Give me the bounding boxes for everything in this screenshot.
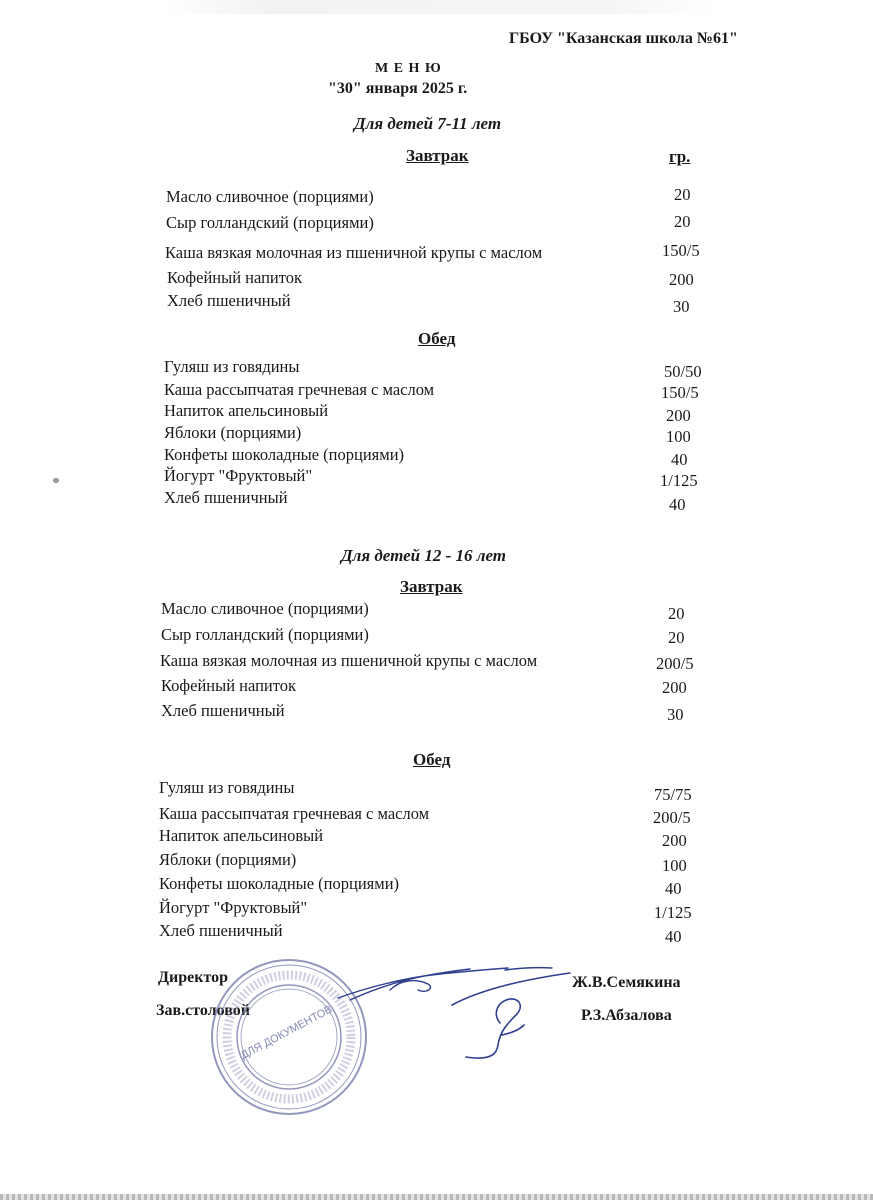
menu-item-name: Сыр голландский (порциями): [166, 213, 374, 232]
menu-item-name: Хлеб пшеничный: [167, 291, 291, 310]
menu-item-grams: 20: [674, 185, 691, 204]
group1-breakfast-heading: Завтрак: [406, 146, 469, 165]
menu-item-name: Масло сливочное (порциями): [166, 187, 374, 206]
menu-item-grams: 150/5: [661, 383, 699, 402]
canteen-signature-icon: [440, 965, 590, 1065]
canteen-name: Р.З.Абзалова: [581, 1007, 672, 1024]
menu-item-grams: 30: [673, 297, 690, 316]
menu-item-name: Яблоки (порциями): [159, 850, 297, 869]
group1-title: Для детей 7-11 лет: [354, 114, 502, 133]
director-name: Ж.В.Семякина: [572, 974, 681, 991]
menu-date: "30" января 2025 г.: [328, 80, 468, 97]
menu-item-grams: 20: [668, 628, 685, 647]
menu-item-name: Масло сливочное (порциями): [161, 599, 369, 618]
menu-item-name: Гуляш из говядины: [164, 357, 300, 376]
menu-item-name: Хлеб пшеничный: [164, 488, 288, 507]
menu-item-grams: 20: [674, 212, 691, 231]
menu-item-name: Хлеб пшеничный: [161, 701, 285, 720]
menu-item-name: Каша вязкая молочная из пшеничной крупы с маслом: [165, 243, 543, 262]
menu-item-grams: 40: [671, 450, 688, 469]
menu-item-grams: 100: [666, 427, 691, 446]
scan-speck: [53, 478, 59, 483]
scan-top-shadow: [160, 0, 720, 14]
menu-item-name: Каша рассыпчатая гречневая с маслом: [159, 804, 430, 823]
menu-item-grams: 200: [662, 678, 687, 697]
stamp-text: ДЛЯ ДОКУМЕНТОВ: [238, 1003, 335, 1062]
menu-item-grams: 200: [666, 406, 691, 425]
menu-item-name: Конфеты шоколадные (порциями): [159, 874, 400, 893]
canteen-label: Зав.столовой: [156, 1002, 250, 1019]
director-label: Директор: [158, 969, 228, 986]
menu-item-grams: 200/5: [653, 808, 691, 827]
menu-item-name: Хлеб пшеничный: [159, 921, 283, 940]
group1-lunch-heading: Обед: [418, 329, 456, 348]
menu-item-grams: 40: [665, 927, 682, 946]
menu-item-name: Конфеты шоколадные (порциями): [164, 445, 405, 464]
menu-item-name: Яблоки (порциями): [164, 423, 302, 442]
menu-item-grams: 40: [669, 495, 686, 514]
scan-bottom-edge: [0, 1194, 873, 1200]
menu-item-grams: 30: [667, 705, 684, 724]
menu-item-grams: 50/50: [664, 362, 702, 381]
menu-item-name: Напиток апельсиновый: [159, 826, 324, 845]
group2-lunch-heading: Обед: [413, 750, 451, 769]
menu-item-name: Кофейный напиток: [167, 268, 303, 287]
menu-item-grams: 75/75: [654, 785, 692, 804]
menu-item-grams: 1/125: [654, 903, 692, 922]
menu-item-grams: 1/125: [660, 471, 698, 490]
menu-item-name: Кофейный напиток: [161, 676, 297, 695]
menu-item-name: Напиток апельсиновый: [164, 401, 329, 420]
menu-item-grams: 100: [662, 856, 687, 875]
group2-title: Для детей 12 - 16 лет: [341, 546, 507, 565]
menu-item-grams: 200: [662, 831, 687, 850]
menu-item-grams: 200: [669, 270, 694, 289]
menu-item-grams: 150/5: [662, 241, 700, 260]
menu-item-name: Йогурт "Фруктовый": [159, 898, 308, 917]
group2-breakfast-heading: Завтрак: [400, 577, 463, 596]
menu-title: М Е Н Ю: [375, 61, 442, 76]
menu-item-name: Йогурт "Фруктовый": [164, 466, 313, 485]
menu-item-name: Каша рассыпчатая гречневая с маслом: [164, 380, 435, 399]
school-name: ГБОУ "Казанская школа №61": [509, 30, 738, 47]
menu-item-name: Сыр голландский (порциями): [161, 625, 369, 644]
menu-item-grams: 200/5: [656, 654, 694, 673]
menu-item-name: Гуляш из говядины: [159, 778, 295, 797]
menu-item-grams: 20: [668, 604, 685, 623]
menu-item-name: Каша вязкая молочная из пшеничной крупы с маслом: [160, 651, 538, 670]
grams-unit-header: гр.: [669, 147, 691, 166]
menu-item-grams: 40: [665, 879, 682, 898]
